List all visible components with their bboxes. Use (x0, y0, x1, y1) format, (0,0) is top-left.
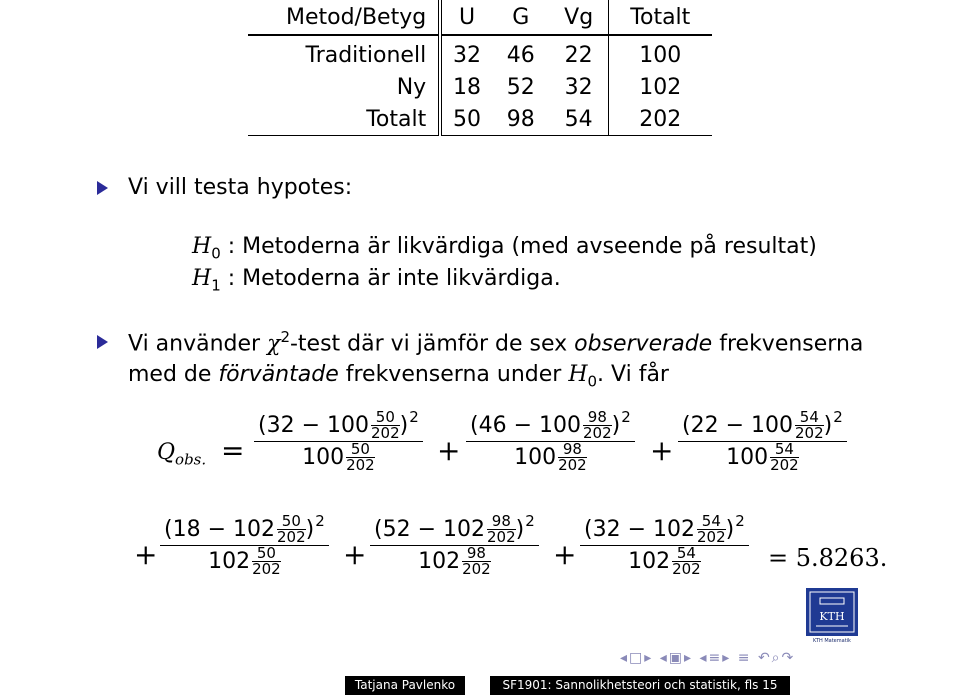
small-fraction (346, 442, 375, 473)
arrow-left-icon[interactable]: ◂ (620, 650, 630, 666)
table-cell: 100 (608, 35, 712, 71)
table-header-cell: Totalt (630, 4, 691, 30)
h0-subscript: 0 (211, 244, 221, 263)
subsection-right-icon[interactable]: ▸ (722, 650, 732, 666)
logo-text: KTH (819, 610, 845, 623)
chi-square-term (160, 511, 329, 578)
plus-sign: + (134, 538, 158, 571)
chi-square-term (370, 511, 539, 578)
h1-symbol: H (192, 266, 212, 291)
formula-result: = 5.8263. (768, 544, 888, 572)
plus-sign: + (343, 538, 367, 571)
small-fraction (770, 442, 799, 473)
h1-subscript: 1 (211, 276, 221, 295)
h0-text: : Metoderna är likvärdiga (med avseende på resultat) (227, 234, 817, 259)
emphasis-expected: förväntade (218, 362, 339, 387)
small-denominator: 202 (697, 528, 726, 546)
small-numerator: 98 (562, 440, 582, 458)
h1-text: : Metoderna är inte likvärdiga. (227, 266, 561, 291)
frame-right-icon[interactable]: ◂ (659, 650, 669, 666)
table-row (248, 71, 712, 103)
small-denominator: 202 (558, 456, 587, 474)
emphasis-observed: observerade (574, 331, 713, 357)
section-right-icon[interactable]: ▸ (684, 650, 694, 666)
q-subscript: obs. (175, 450, 207, 469)
small-fraction (795, 410, 824, 441)
small-numerator: 50 (256, 544, 276, 562)
small-denominator: 202 (346, 456, 375, 474)
bullet-text-line2 (128, 362, 669, 390)
table-cell: 98 (492, 103, 550, 136)
section-left-icon[interactable]: ▣ (668, 650, 685, 666)
fraction-numerator: ( 32 − 100 50 202 ) 2 (258, 407, 419, 442)
small-fraction (487, 514, 516, 545)
small-denominator: 202 (672, 560, 701, 578)
small-numerator: 54 (701, 512, 721, 530)
small-denominator: 202 (583, 424, 612, 442)
small-fraction (371, 410, 400, 441)
row-total: 102 (418, 549, 461, 574)
text-fragment: frekvenserna (712, 331, 864, 357)
small-denominator: 202 (795, 424, 824, 442)
fraction-numerator: ( 32 − 102 54 202 ) 2 (584, 511, 745, 546)
row-total: 102 (208, 549, 251, 574)
table-header-cell: Vg (550, 0, 608, 35)
fraction-denominator (204, 546, 285, 577)
table-cell: Ny (248, 71, 440, 103)
observed-value: 32 (592, 517, 621, 542)
plus-sign: + (553, 538, 577, 571)
observed-value: 52 (382, 517, 411, 542)
small-fraction (697, 514, 726, 545)
table-header-cell: G (512, 4, 530, 30)
row-total: 100 (751, 413, 794, 438)
chi-square-term (580, 511, 749, 578)
table-cell: 22 (550, 35, 608, 71)
table-cell: 54 (550, 103, 608, 136)
small-fraction (558, 442, 587, 473)
fraction-numerator: ( 18 − 102 50 202 ) 2 (164, 511, 325, 546)
hypothesis-h0 (192, 234, 817, 262)
small-fraction (583, 410, 612, 441)
frame-left-icon[interactable]: □ (629, 650, 645, 666)
row-total: 100 (327, 413, 370, 438)
fraction-denominator (298, 442, 379, 473)
row-total: 102 (628, 549, 671, 574)
h0-symbol: H (192, 234, 212, 259)
table-row (248, 35, 712, 71)
chi-symbol: χ (267, 331, 281, 357)
table-cell: 18 (453, 74, 482, 100)
small-denominator: 202 (371, 424, 400, 442)
fraction-denominator (624, 546, 705, 577)
observed-value: 46 (478, 413, 507, 438)
text-fragment: -test där vi jämför de sex (289, 331, 575, 357)
observed-value: 18 (172, 517, 201, 542)
plus-sign: + (650, 434, 674, 467)
small-denominator: 202 (252, 560, 281, 578)
bullet-text-line1 (128, 328, 863, 356)
table-header-cell: Metod/Betyg (248, 0, 440, 35)
search-icon[interactable]: ↶⌕↷ (757, 650, 796, 666)
table-cell: 46 (492, 35, 550, 71)
text-fragment: med de (128, 362, 219, 387)
plus-sign: + (437, 434, 461, 467)
contingency-table (248, 0, 712, 136)
small-fraction (672, 546, 701, 577)
kth-logo-icon (806, 588, 858, 636)
small-fraction (462, 546, 491, 577)
small-denominator: 202 (277, 528, 306, 546)
small-denominator: 202 (770, 456, 799, 474)
chi-square-term (254, 407, 423, 474)
small-numerator: 98 (491, 512, 511, 530)
table-cell: 32 (550, 71, 608, 103)
fraction-denominator (510, 442, 591, 473)
small-numerator: 54 (676, 544, 696, 562)
small-numerator: 50 (281, 512, 301, 530)
small-numerator: 54 (774, 440, 794, 458)
text-fragment: frekvenserna under (338, 362, 569, 387)
chi-square-term (466, 407, 635, 474)
fraction-numerator: ( 52 − 102 98 202 ) 2 (374, 511, 535, 546)
footer-author: Tatjana Pavlenko (345, 676, 465, 695)
table-cell: 52 (506, 74, 535, 100)
bullet-marker-icon (97, 335, 108, 349)
small-numerator: 50 (375, 408, 395, 426)
row-total: 100 (302, 445, 345, 470)
h0-symbol: H (568, 362, 588, 387)
bullet-marker-icon (97, 181, 108, 195)
table-header-row (248, 0, 712, 35)
observed-value: 22 (690, 413, 719, 438)
footer (0, 676, 960, 695)
table-cell: 32 (440, 35, 492, 71)
row-total: 100 (539, 413, 582, 438)
footer-title: SF1901: Sannolikhetsteori och statistik, fls 15 (490, 676, 790, 695)
row-total: 102 (653, 517, 696, 542)
beamer-navigation (620, 650, 795, 666)
fraction-denominator (722, 442, 803, 473)
observed-value: 32 (266, 413, 295, 438)
row-total: 102 (443, 517, 486, 542)
table-cell: Traditionell (248, 35, 440, 71)
arrow-right-icon[interactable]: ▸ (644, 650, 654, 666)
h0-subscript: 0 (587, 372, 598, 391)
subsection-left-icon[interactable]: ◂ (699, 650, 709, 666)
bullet-text: Vi vill testa hypotes: (128, 175, 353, 200)
table-cell: 202 (608, 103, 712, 136)
hypothesis-h1 (192, 266, 561, 294)
small-numerator: 54 (799, 408, 819, 426)
text-fragment: . Vi får (597, 362, 669, 387)
fraction-numerator: ( 22 − 100 54 202 ) 2 (682, 407, 843, 442)
small-numerator: 98 (587, 408, 607, 426)
chi-square-term (678, 407, 847, 474)
small-fraction (252, 546, 281, 577)
row-total: 102 (233, 517, 276, 542)
small-denominator: 202 (462, 560, 491, 578)
text-fragment: Vi använder (128, 331, 268, 357)
table-header-cell: U (458, 4, 476, 30)
small-denominator: 202 (487, 528, 516, 546)
q-obs-symbol (157, 440, 206, 468)
divider-icon: ≡ (708, 650, 723, 666)
fraction-numerator: ( 46 − 100 98 202 ) 2 (470, 407, 631, 442)
equals-sign: = (221, 434, 245, 467)
small-numerator: 98 (466, 544, 486, 562)
table-cell: 102 (639, 74, 682, 100)
table-cell: Totalt (248, 103, 440, 136)
table-row (248, 103, 712, 136)
q-letter: Q (157, 440, 176, 465)
align-icon[interactable]: ≡ (737, 650, 752, 666)
row-total: 100 (514, 445, 557, 470)
chi-superscript: 2 (280, 328, 290, 346)
table-cell: 50 (440, 103, 492, 136)
fraction-denominator (414, 546, 495, 577)
row-total: 100 (726, 445, 769, 470)
small-fraction (277, 514, 306, 545)
small-numerator: 50 (350, 440, 370, 458)
logo-caption: KTH Matematik (813, 638, 851, 644)
